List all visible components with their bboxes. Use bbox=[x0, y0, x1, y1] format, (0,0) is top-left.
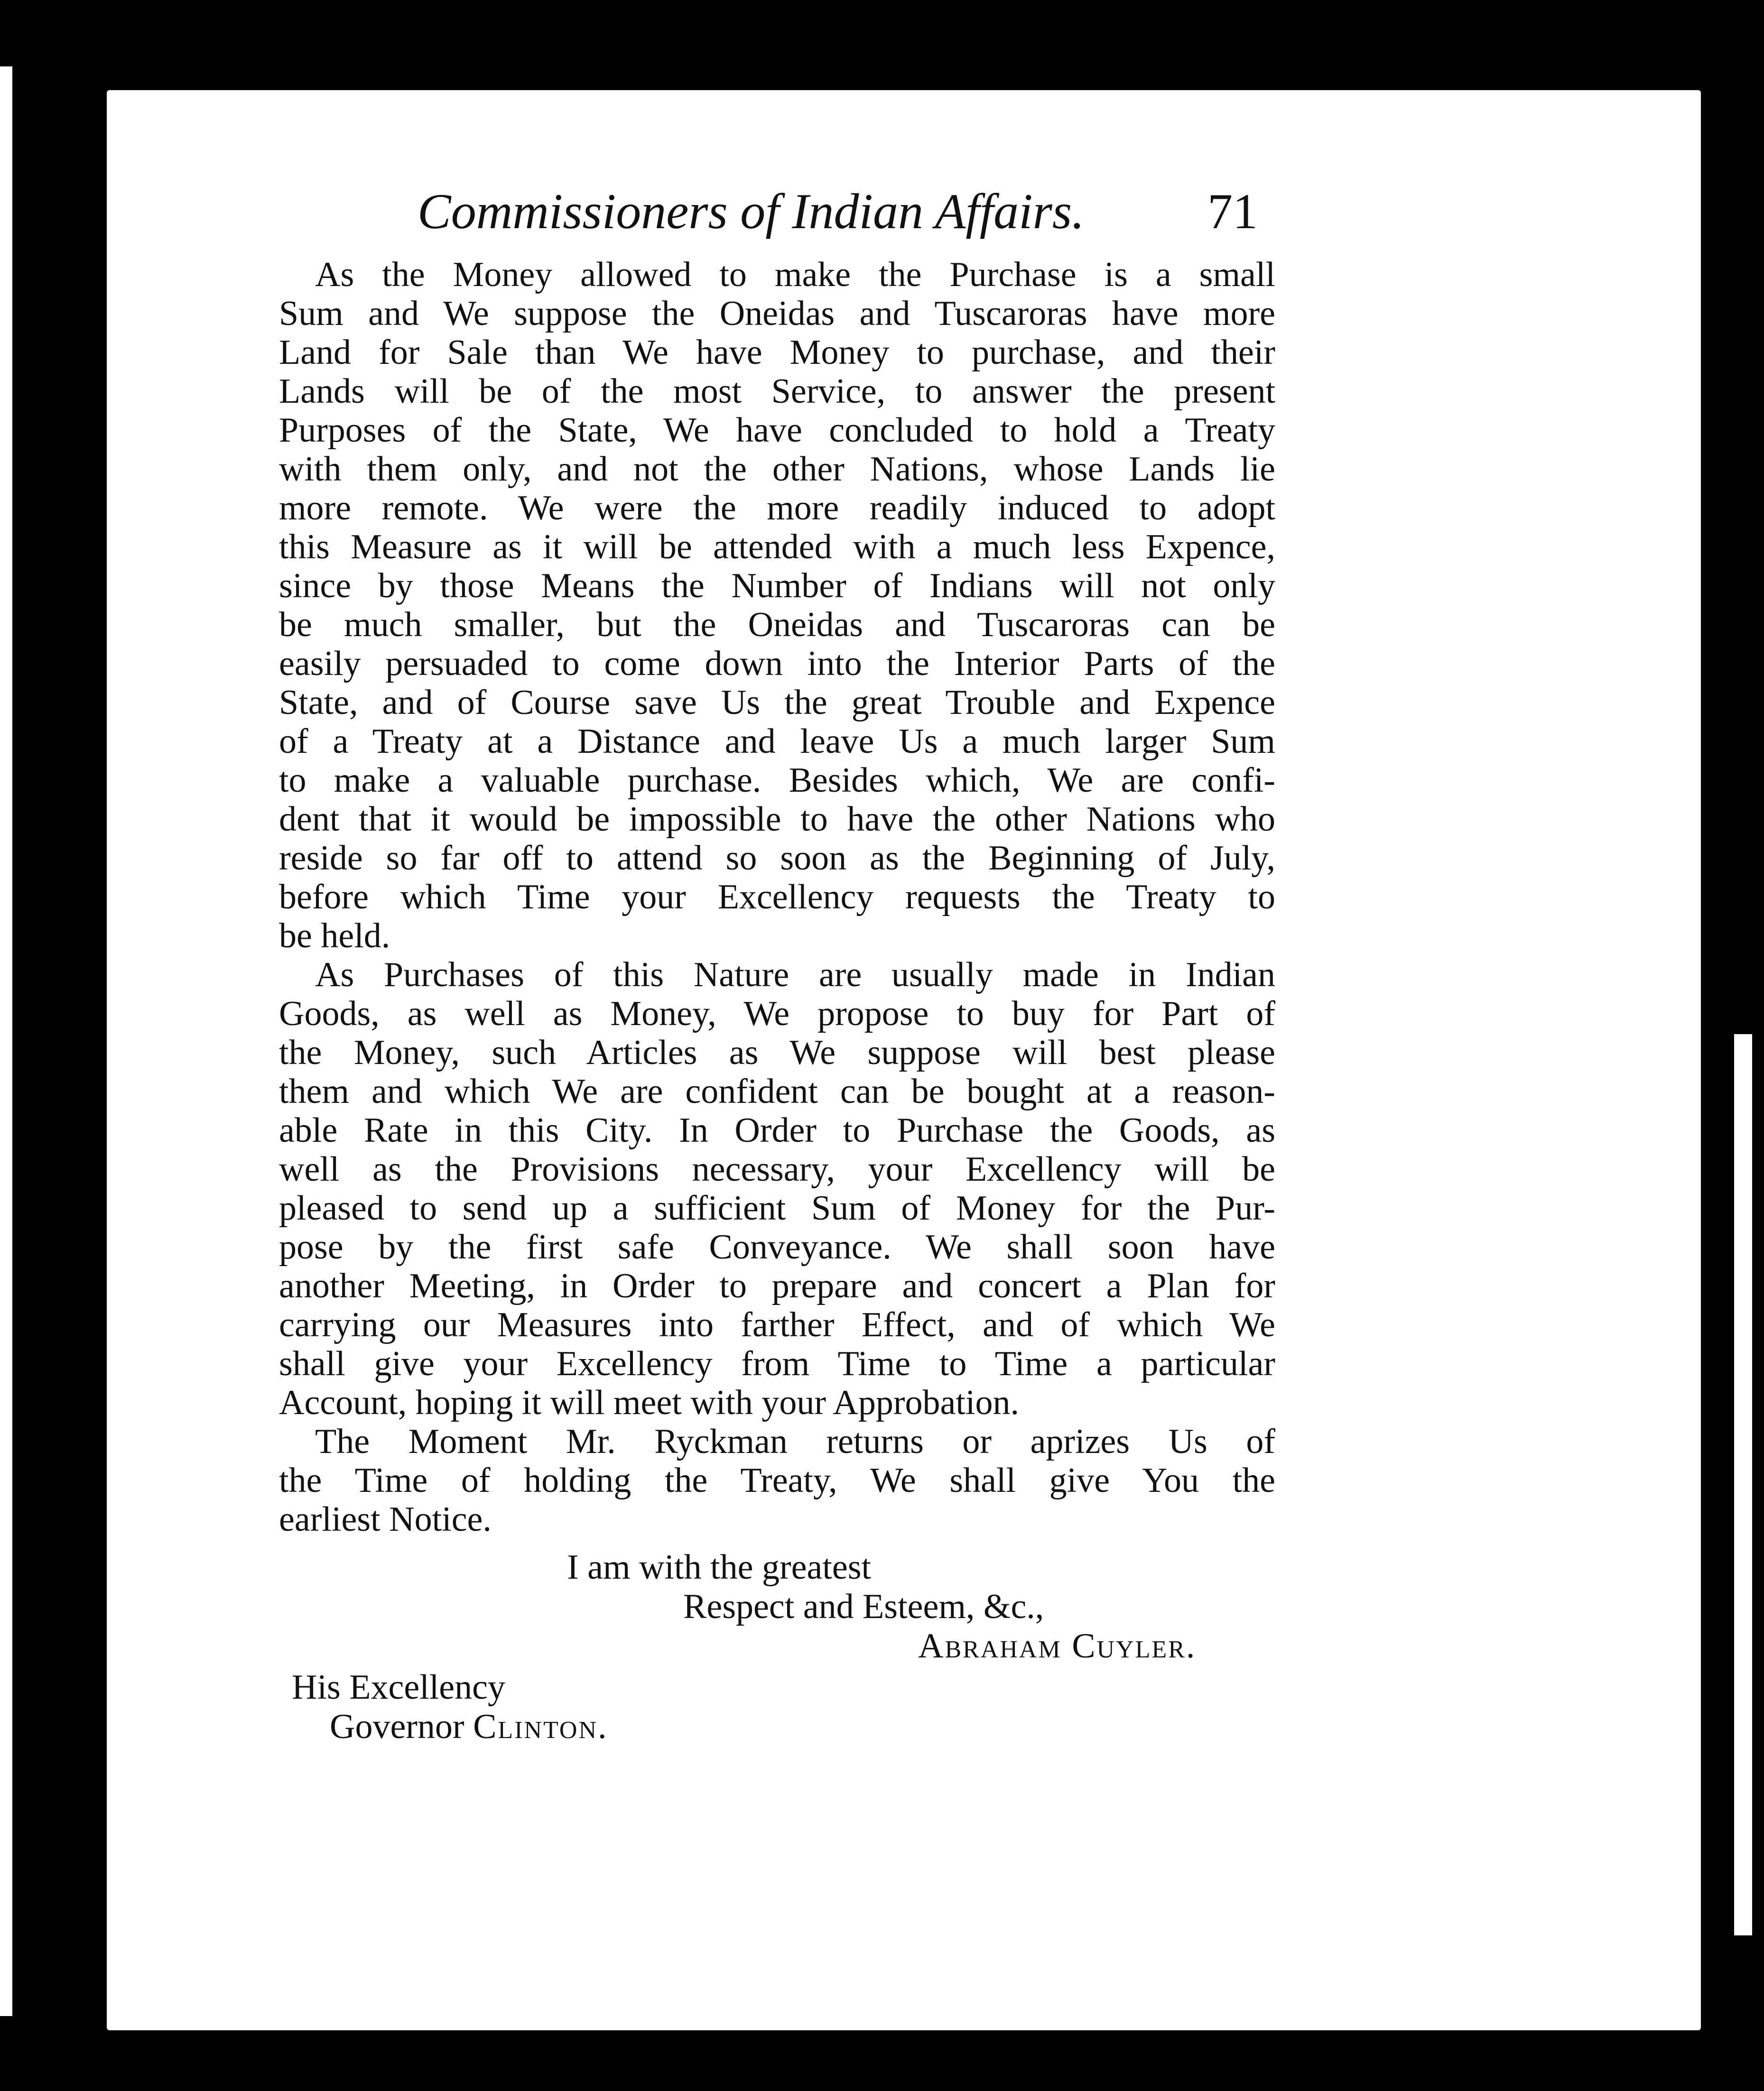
text-line: As Purchases of this Nature are usually made in Indian bbox=[315, 955, 1275, 994]
text-line: earliest Notice. bbox=[279, 1500, 492, 1539]
text-line: of a Treaty at a Distance and leave Us a much larger Sum bbox=[279, 722, 1275, 761]
text-line: Purposes of the State, We have concluded to hold a Treaty bbox=[279, 411, 1275, 450]
page-edge-right bbox=[1734, 1034, 1752, 1935]
text-line: another Meeting, in Order to prepare and concert a Plan for bbox=[279, 1267, 1275, 1305]
text-line: dent that it would be impossible to have the other Nations who bbox=[279, 800, 1275, 839]
running-head: Commissioners of Indian Affairs. bbox=[418, 184, 1085, 239]
text-line: As the Money allowed to make the Purchase is a small bbox=[315, 255, 1275, 294]
text-line: to make a valuable purchase. Besides which, We are confi- bbox=[279, 761, 1275, 800]
text-line: this Measure as it will be attended with a much less Expence, bbox=[279, 527, 1275, 566]
text-line: reside so far off to attend so soon as the Beginning of July, bbox=[279, 839, 1275, 878]
text-line: since by those Means the Number of Indians will not only bbox=[279, 566, 1275, 605]
text-line: before which Time your Excellency requests the Treaty to bbox=[279, 878, 1275, 916]
text-line: Lands will be of the most Service, to answer the present bbox=[279, 372, 1275, 411]
text-line: State, and of Course save Us the great Trouble and Expence bbox=[279, 683, 1275, 722]
letter-body bbox=[279, 255, 1275, 1539]
addressee-name: Clinton. bbox=[473, 1707, 608, 1746]
text-line: well as the Provisions necessary, your Excellency will be bbox=[279, 1150, 1275, 1189]
closing-line-2: Respect and Esteem, &c., bbox=[683, 1587, 1044, 1626]
text-line: the Money, such Articles as We suppose will best please bbox=[279, 1033, 1275, 1072]
text-line: them and which We are confident can be bought at a reason- bbox=[279, 1072, 1275, 1111]
text-line: Account, hoping it will meet with your Approbation. bbox=[279, 1383, 1019, 1422]
text-line: able Rate in this City. In Order to Purchase the Goods, as bbox=[279, 1111, 1275, 1150]
closing-line-1: I am with the greatest bbox=[567, 1548, 872, 1587]
text-line: be much smaller, but the Oneidas and Tuscaroras can be bbox=[279, 605, 1275, 644]
signature: Abraham Cuyler. bbox=[918, 1627, 1197, 1665]
text-line: shall give your Excellency from Time to Time a particular bbox=[279, 1344, 1275, 1383]
addressee-title: Governor bbox=[330, 1707, 473, 1746]
text-line: be held. bbox=[279, 916, 390, 955]
page-number: 71 bbox=[1207, 184, 1258, 239]
text-line: Goods, as well as Money, We propose to buy for Part of bbox=[279, 994, 1275, 1033]
text-line: pose by the first safe Conveyance. We shall soon have bbox=[279, 1228, 1275, 1267]
page-edge-left bbox=[0, 66, 12, 2016]
text-line: with them only, and not the other Nations, whose Lands lie bbox=[279, 450, 1275, 489]
text-line: Land for Sale than We have Money to purchase, and their bbox=[279, 333, 1275, 372]
text-line: more remote. We were the more readily induced to adopt bbox=[279, 489, 1275, 527]
text-line: The Moment Mr. Ryckman returns or aprizes Us of bbox=[315, 1422, 1275, 1461]
text-line: Sum and We suppose the Oneidas and Tuscaroras have more bbox=[279, 294, 1275, 333]
addressee-line-2 bbox=[330, 1707, 608, 1747]
text-line: easily persuaded to come down into the Interior Parts of the bbox=[279, 644, 1275, 683]
text-line: pleased to send up a sufficient Sum of Money for the Pur- bbox=[279, 1189, 1275, 1228]
text-line: carrying our Measures into farther Effect, and of which We bbox=[279, 1305, 1275, 1344]
text-line: the Time of holding the Treaty, We shall give You the bbox=[279, 1461, 1275, 1500]
addressee-line-1: His Excellency bbox=[292, 1668, 505, 1707]
